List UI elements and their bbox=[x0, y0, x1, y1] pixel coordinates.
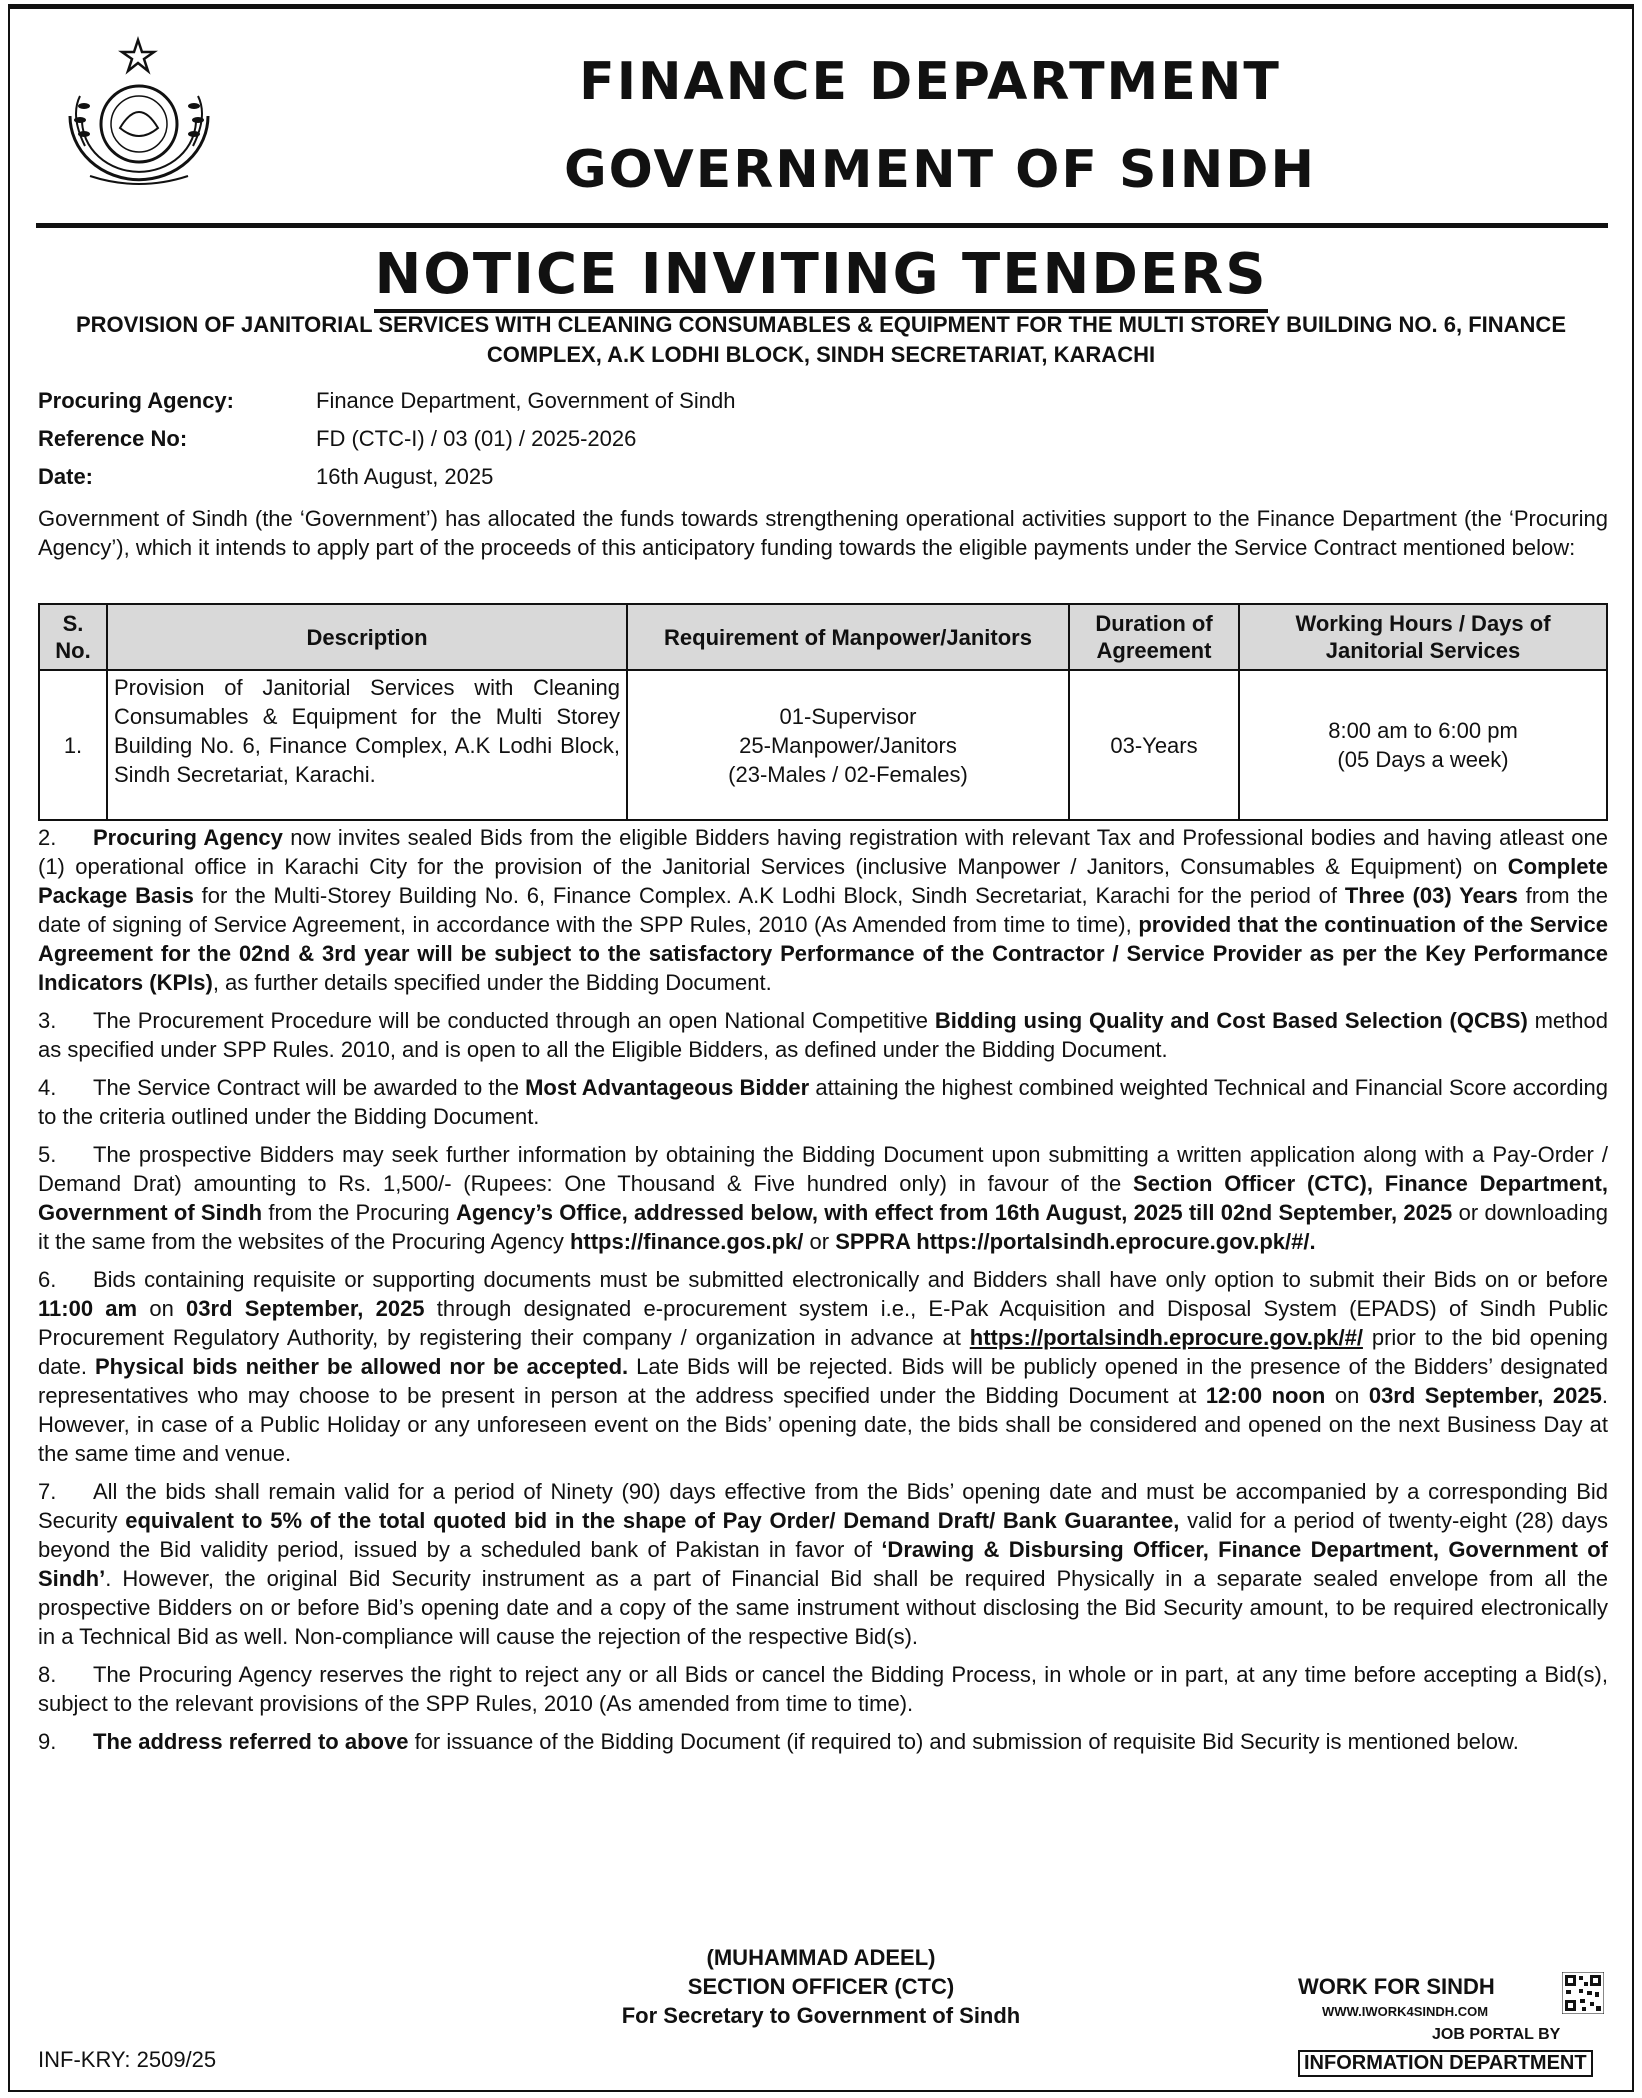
paragraph-9: 9. The address referred to above for issuance of the Bidding Document (if required to) and submission of requisite Bid Security is mentioned below. bbox=[38, 1729, 1519, 1754]
finance-website-link[interactable]: https://finance.gos.pk/ bbox=[569, 1229, 804, 1254]
col-header-duration: Duration of Agreement bbox=[1069, 604, 1239, 670]
header-divider bbox=[36, 223, 1608, 228]
notice-title: NOTICE INVITING TENDERS bbox=[0, 242, 1642, 307]
signatory-for: For Secretary to Government of Sindh bbox=[621, 2003, 1021, 2028]
paragraph-2: 2. Procuring Agency now invites sealed Bids from the eligible Bidders having registration with relevant Tax and Professional bodies and having atleast one (1) operational office in Karachi City for the provision of the Janitorial Services (inclusive Manpower / Janitors, Consumables & Equipment) on Complete Package Basis for the Multi-Storey Building No. 6, Finance Complex. A.K Lodhi Block, Sindh Secretariat, Karachi for the period of Three (03) Years from the date of signing of Service Agreement, in accordance with the SPP Rules, 2010 (As Amended from time to time), provided that the continuation of the Service Agreement for the 02nd & 3rd year will be subject to the satisfactory Performance of the Contractor / Service Provider as per the Key Performance Indicators (KPIs), as further details specified under the Bidding Document. bbox=[38, 825, 1609, 995]
meta-reference-label: Reference No: bbox=[38, 426, 188, 451]
cell-duration: 03-Years bbox=[1069, 670, 1239, 820]
paragraph-7: 7. All the bids shall remain valid for a period of Ninety (90) days effective from the Bids’ opening date and must be accompanied by a corresponding Bid Security equivalent to 5% of the total quoted bid in the shape of Pay Order/ Demand Draft/ Bank Guarantee, valid for a period of twenty-eight (28) days beyond the Bid validity period, issued by a scheduled bank of Pakistan in favor of ‘Drawing & Disbursing Officer, Finance Department, Government of Sindh’. However, the original Bid Security instrument as a part of Financial Bid shall be required Physically in a separate sealed envelope from all the prospective Bidders on or before Bid’s opening date and a copy of the same instrument without disclosing the Bid Security amount, to be required electronically in a Technical Bid as well. Non-compliance will cause the rejection of the respective Bid(s). bbox=[38, 1479, 1609, 1649]
numbered-paragraphs bbox=[38, 823, 1608, 1765]
working-hours-time: 8:00 am to 6:00 pm bbox=[1328, 718, 1518, 743]
col-header-requirement: Requirement of Manpower/Janitors bbox=[627, 604, 1069, 670]
meta-date bbox=[38, 464, 493, 490]
meta-date-label: Date: bbox=[38, 464, 94, 489]
notice-subtitle: PROVISION OF JANITORIAL SERVICES WITH CLEANING CONSUMABLES & EQUIPMENT FOR THE MULTI STOREY BUILDING NO. 6, FINANCE COMPLEX, A.K LODHI BLOCK, SINDH SECRETARIAT, KARACHI bbox=[76, 312, 1566, 367]
requirement-gender-split: (23-Males / 02-Females) bbox=[728, 761, 968, 787]
meta-agency-value: Finance Department, Government of Sindh bbox=[316, 388, 736, 413]
eprocure-portal-link[interactable]: https://portalsindh.eprocure.gov.pk/#/ bbox=[969, 1325, 1363, 1350]
qr-code-icon bbox=[1562, 1972, 1604, 2014]
meta-reference-value: FD (CTC-I) / 03 (01) / 2025-2026 bbox=[316, 426, 637, 451]
table-header-row bbox=[39, 604, 1607, 670]
job-portal-stamp bbox=[1292, 1970, 1608, 2080]
stamp-title: WORK FOR SINDH bbox=[1298, 1974, 1495, 1999]
meta-date-value: 16th August, 2025 bbox=[316, 464, 494, 489]
stamp-line1: JOB PORTAL BY bbox=[1432, 2026, 1561, 2043]
inf-reference: INF-KRY: 2509/25 bbox=[38, 2047, 217, 2072]
tender-table bbox=[38, 603, 1608, 821]
paragraph-8: 8. The Procuring Agency reserves the right to reject any or all Bids or cancel the Bidding Process, in whole or in part, at any time before accepting a Bid(s), subject to the relevant provisions of the SPP Rules, 2010 (As amended from time to time). bbox=[38, 1662, 1608, 1716]
signatory-designation: SECTION OFFICER (CTC) bbox=[687, 1974, 955, 1999]
sindh-government-emblem-icon bbox=[40, 36, 230, 196]
stamp-url[interactable]: WWW.IWORK4SINDH.COM bbox=[1322, 2004, 1489, 2019]
paragraph-4: 4. The Service Contract will be awarded to the Most Advantageous Bidder attaining the highest combined weighted Technical and Financial Score according to the criteria outlined under the Bidding Document. bbox=[38, 1075, 1608, 1129]
stamp-line2: INFORMATION DEPARTMENT bbox=[1298, 2050, 1593, 2077]
cell-sno: 1. bbox=[39, 670, 107, 820]
signatory-name: (MUHAMMAD ADEEL) bbox=[706, 1945, 936, 1970]
header-title-government: GOVERNMENT OF SINDH bbox=[563, 140, 1316, 200]
col-header-description: Description bbox=[107, 604, 627, 670]
header-title-department: FINANCE DEPARTMENT bbox=[579, 52, 1281, 112]
col-header-sno: S. No. bbox=[39, 604, 107, 670]
paragraph-6: 6. Bids containing requisite or supporting documents must be submitted electronically and Bidders shall have only option to submit their Bids on or before 11:00 am on 03rd September, 2025 through designated e-procurement system i.e., E-Pak Acquisition and Disposal System (EPADS) of Sindh Public Procurement Regulatory Authority, by registering their company / organization in advance at https://portalsindh.eprocure.gov.pk/#/ prior to the bid opening date. Physical bids neither be allowed nor be accepted. Late Bids will be rejected. Bids will be publicly opened in the presence of the Bidders’ designated representatives who may choose to be present in person at the address specified under the Bidding Document at 12:00 noon on 03rd September, 2025. However, in case of a Public Holiday or any unforeseen event on the Bids’ opening date, the bids shall be considered and opened on the next Business Day at the same time and venue. bbox=[38, 1267, 1608, 1466]
requirement-janitors: 25-Manpower/Janitors bbox=[739, 732, 957, 758]
requirement-supervisor: 01-Supervisor bbox=[779, 703, 917, 729]
col-header-working-hours: Working Hours / Days of Janitorial Services bbox=[1239, 604, 1607, 670]
paragraph-5: 5. The prospective Bidders may seek further information by obtaining the Bidding Document upon submitting a written application along with a Pay-Order / Demand Drat) amounting to Rs. 1,500/- (Rupees: One Thousand & Five hundred only) in favour of the Section Officer (CTC), Finance Department, Government of Sindh from the Procuring Agency’s Office, addressed below, with effect from 16th August, 2025 till 02nd September, 2025 or downloading it the same from the websites of the Procuring Agency https://finance.gos.pk/ or SPPRA https://portalsindh.eprocure.gov.pk/#/. bbox=[38, 1142, 1608, 1254]
cell-description: Provision of Janitorial Services with Cleaning Consumables & Equipment for the Multi Storey Building No. 6, Finance Complex, A.K Lodhi Block, Sindh Secretariat, Karachi. bbox=[107, 670, 627, 820]
table-row bbox=[39, 670, 1607, 820]
working-hours-days: (05 Days a week) bbox=[1337, 747, 1509, 772]
meta-agency bbox=[38, 388, 735, 414]
meta-agency-label: Procuring Agency: bbox=[38, 388, 234, 413]
intro-paragraph: Government of Sindh (the ‘Government’) has allocated the funds towards strengthening operational activities support to the Finance Department (the ‘Procuring Agency’), which it intends to apply part of the proceeds of this anticipatory funding towards the eligible payments under the Service Contract mentioned below: bbox=[38, 506, 1608, 560]
sppra-portal-link[interactable]: SPPRA https://portalsindh.eprocure.gov.pk/#/. bbox=[835, 1229, 1316, 1254]
meta-reference bbox=[38, 426, 636, 452]
cell-working-hours bbox=[1239, 670, 1607, 820]
cell-requirement bbox=[627, 670, 1069, 820]
paragraph-3: 3. The Procurement Procedure will be conducted through an open National Competitive Bidding using Quality and Cost Based Selection (QCBS) method as specified under SPP Rules. 2010, and is open to all the Eligible Bidders, as defined under the Bidding Document. bbox=[38, 1008, 1608, 1062]
